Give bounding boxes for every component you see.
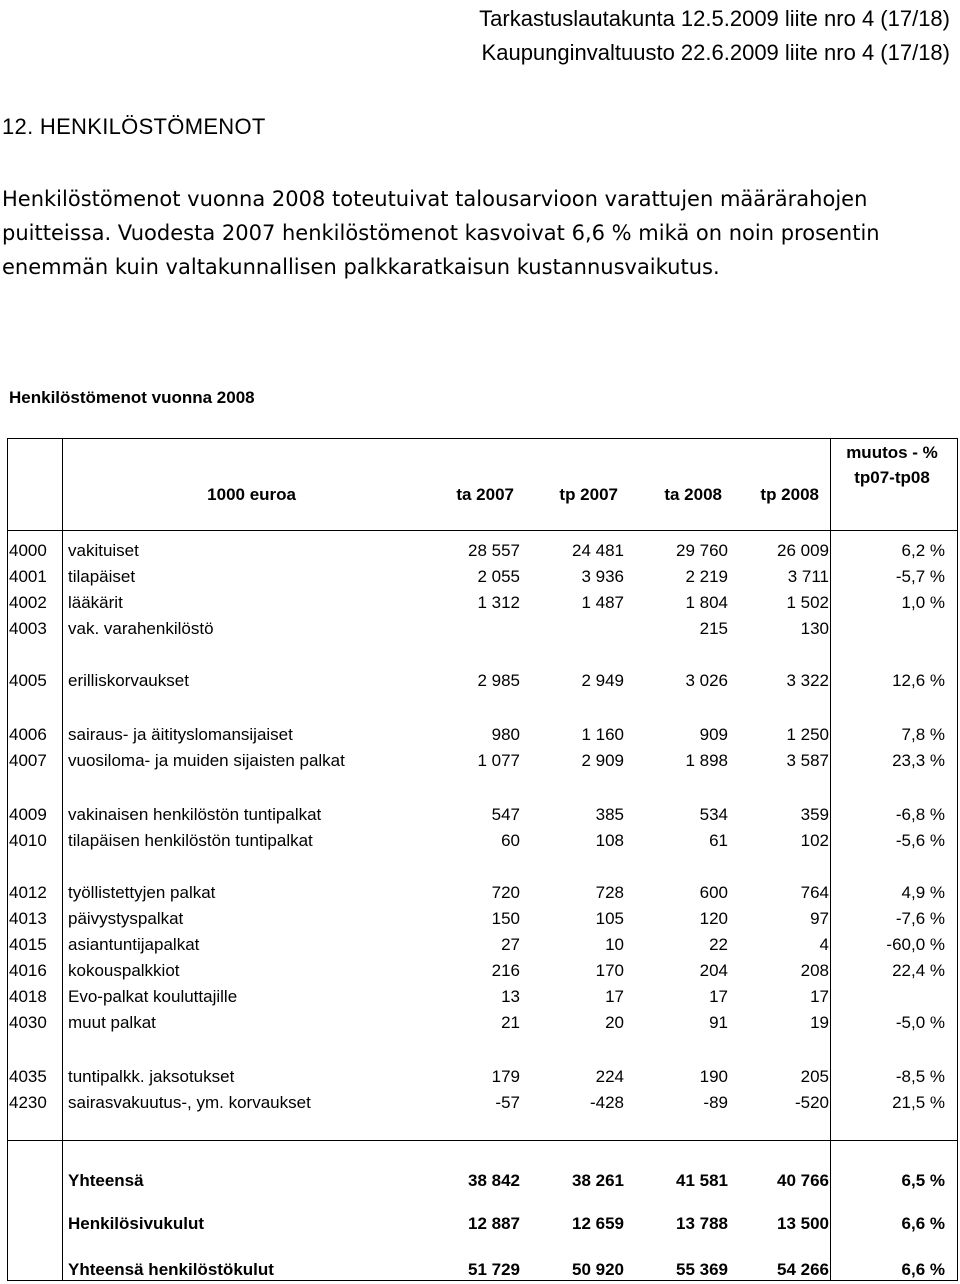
intro-paragraph: Henkilöstömenot vuonna 2008 toteutuivat talousarvioon varattujen määrärahojen puitteissa. Vuodesta 2007 henkilöstömenot kasvoivat 6,6 % mikä on noin prosentin enemmän kuin valtakunnallisen palkkaratkaisun kustannusvaikutus. bbox=[2, 187, 880, 279]
cell-tp2008: 3 322 bbox=[786, 671, 829, 690]
row-code: 4012 bbox=[9, 883, 47, 902]
cell-tp2007: 105 bbox=[595, 909, 624, 928]
row-name: kokouspalkkiot bbox=[68, 961, 180, 980]
row-code: 4013 bbox=[9, 909, 47, 928]
cell-ta2007: 28 557 bbox=[468, 541, 520, 560]
column-header-ta2007: ta 2007 bbox=[456, 485, 514, 504]
cell-tp2007: 385 bbox=[595, 805, 624, 824]
row-code: 4035 bbox=[9, 1067, 47, 1086]
table-row bbox=[0, 668, 960, 694]
cell-change: -5,6 % bbox=[895, 831, 945, 850]
column-header-tp2007: tp 2007 bbox=[559, 485, 618, 504]
cell-ta2008: -89 bbox=[703, 1093, 728, 1112]
cell-tp2008: 1 502 bbox=[786, 593, 829, 612]
table-row bbox=[0, 958, 960, 984]
column-header-tp2008: tp 2008 bbox=[760, 485, 819, 504]
row-name: asiantuntijapalkat bbox=[68, 935, 200, 954]
row-code: 4000 bbox=[9, 541, 47, 560]
cell-ta2007: 12 887 bbox=[468, 1214, 520, 1233]
cell-ta2008: 29 760 bbox=[676, 541, 728, 560]
cell-tp2008: 208 bbox=[800, 961, 829, 980]
cell-ta2008: 3 026 bbox=[685, 671, 728, 690]
row-name: tuntipalkk. jaksotukset bbox=[68, 1067, 235, 1086]
cell-ta2007: 13 bbox=[501, 987, 520, 1006]
cell-ta2007: 21 bbox=[501, 1013, 520, 1032]
table-row bbox=[0, 1090, 960, 1116]
cell-change: 6,6 % bbox=[901, 1214, 945, 1233]
cell-tp2008: 19 bbox=[810, 1013, 829, 1032]
cell-ta2008: 120 bbox=[699, 909, 728, 928]
cell-ta2008: 204 bbox=[699, 961, 728, 980]
cell-tp2008: 1 250 bbox=[786, 725, 829, 744]
cell-ta2007: 51 729 bbox=[468, 1260, 520, 1279]
cell-tp2008: 359 bbox=[800, 805, 829, 824]
row-code: 4007 bbox=[9, 751, 47, 770]
row-code: 4005 bbox=[9, 671, 47, 690]
row-code: 4030 bbox=[9, 1013, 47, 1032]
cell-ta2007: 2 055 bbox=[477, 567, 520, 586]
table-row bbox=[0, 1064, 960, 1090]
cell-tp2008: 40 766 bbox=[777, 1171, 829, 1190]
row-name: vakinaisen henkilöstön tuntipalkat bbox=[68, 805, 322, 824]
cell-tp2007: 2 949 bbox=[581, 671, 624, 690]
cell-change: -8,5 % bbox=[895, 1067, 945, 1086]
row-name: erilliskorvaukset bbox=[68, 671, 189, 690]
table-body-rule bbox=[7, 1140, 958, 1141]
cell-ta2008: 91 bbox=[709, 1013, 728, 1032]
section-title: 12. HENKILÖSTÖMENOT bbox=[2, 114, 266, 139]
cell-tp2008: 13 500 bbox=[777, 1214, 829, 1233]
cell-ta2007: 216 bbox=[491, 961, 520, 980]
table-row bbox=[0, 906, 960, 932]
row-name: Yhteensä bbox=[68, 1171, 144, 1190]
column-header-change: muutos - % tp07-tp08 bbox=[846, 443, 938, 487]
cell-tp2007: 38 261 bbox=[572, 1171, 624, 1190]
cell-ta2007: 150 bbox=[491, 909, 520, 928]
cell-tp2007: 108 bbox=[595, 831, 624, 850]
row-name: vuosiloma- ja muiden sijaisten palkat bbox=[68, 751, 345, 770]
cell-change: 6,6 % bbox=[901, 1260, 945, 1279]
cell-change: 6,2 % bbox=[901, 541, 945, 560]
cell-tp2007: -428 bbox=[589, 1093, 624, 1112]
row-name: Evo-palkat kouluttajille bbox=[68, 987, 238, 1006]
cell-ta2008: 600 bbox=[699, 883, 728, 902]
row-code: 4009 bbox=[9, 805, 47, 824]
table-row bbox=[0, 932, 960, 958]
table-row bbox=[0, 880, 960, 906]
row-code: 4010 bbox=[9, 831, 47, 850]
table-title: Henkilöstömenot vuonna 2008 bbox=[9, 388, 255, 407]
cell-change: -60,0 % bbox=[886, 935, 945, 954]
cell-change: 22,4 % bbox=[892, 961, 945, 980]
cell-ta2007: 38 842 bbox=[468, 1171, 520, 1190]
cell-ta2008: 190 bbox=[699, 1067, 728, 1086]
row-name: muut palkat bbox=[68, 1013, 156, 1032]
cell-tp2007: 728 bbox=[595, 883, 624, 902]
row-name: päivystyspalkat bbox=[68, 909, 184, 928]
cell-ta2008: 61 bbox=[709, 831, 728, 850]
table-header-rule bbox=[7, 530, 958, 531]
table-row bbox=[0, 616, 960, 642]
cell-change: -6,8 % bbox=[895, 805, 945, 824]
cell-change: 21,5 % bbox=[892, 1093, 945, 1112]
row-name: Yhteensä henkilöstökulut bbox=[68, 1260, 274, 1279]
cell-tp2007: 3 936 bbox=[581, 567, 624, 586]
cell-tp2007: 12 659 bbox=[572, 1214, 624, 1233]
cell-ta2008: 215 bbox=[699, 619, 728, 638]
table-row bbox=[0, 722, 960, 748]
cell-change: 4,9 % bbox=[901, 883, 945, 902]
row-name: vak. varahenkilöstö bbox=[68, 619, 214, 638]
table-row bbox=[0, 802, 960, 828]
cell-ta2008: 534 bbox=[699, 805, 728, 824]
row-code: 4018 bbox=[9, 987, 47, 1006]
cell-ta2008: 17 bbox=[709, 987, 728, 1006]
row-name: sairasvakuutus-, ym. korvaukset bbox=[68, 1093, 311, 1112]
document-header-line-2: Kaupunginvaltuusto 22.6.2009 liite nro 4 (17/18) bbox=[481, 40, 950, 65]
cell-tp2007: 1 160 bbox=[581, 725, 624, 744]
row-code: 4002 bbox=[9, 593, 47, 612]
cell-change: -5,7 % bbox=[895, 567, 945, 586]
cell-tp2008: 97 bbox=[810, 909, 829, 928]
row-code: 4003 bbox=[9, 619, 47, 638]
column-header-ta2008: ta 2008 bbox=[664, 485, 722, 504]
total-row bbox=[0, 1257, 960, 1283]
cell-tp2008: 26 009 bbox=[777, 541, 829, 560]
cell-tp2007: 10 bbox=[605, 935, 624, 954]
table-row bbox=[0, 828, 960, 854]
cell-ta2007: 720 bbox=[491, 883, 520, 902]
cell-change: 6,5 % bbox=[901, 1171, 945, 1190]
total-row bbox=[0, 1168, 960, 1194]
cell-ta2007: 179 bbox=[491, 1067, 520, 1086]
cell-tp2008: 102 bbox=[800, 831, 829, 850]
column-header-unit: 1000 euroa bbox=[207, 485, 296, 504]
cell-ta2007: 980 bbox=[491, 725, 520, 744]
cell-ta2007: 1 077 bbox=[477, 751, 520, 770]
cell-ta2008: 13 788 bbox=[676, 1214, 728, 1233]
cell-tp2007: 20 bbox=[605, 1013, 624, 1032]
cell-tp2007: 2 909 bbox=[581, 751, 624, 770]
cell-ta2007: 2 985 bbox=[477, 671, 520, 690]
row-name: lääkärit bbox=[68, 593, 123, 612]
cell-tp2007: 24 481 bbox=[572, 541, 624, 560]
cell-ta2008: 1 804 bbox=[685, 593, 728, 612]
row-code: 4001 bbox=[9, 567, 47, 586]
cell-change: -7,6 % bbox=[895, 909, 945, 928]
row-name: tilapäiset bbox=[68, 567, 136, 586]
cell-tp2008: 54 266 bbox=[777, 1260, 829, 1279]
cell-ta2008: 41 581 bbox=[676, 1171, 728, 1190]
row-code: 4230 bbox=[9, 1093, 47, 1112]
cell-ta2008: 2 219 bbox=[685, 567, 728, 586]
cell-ta2008: 55 369 bbox=[676, 1260, 728, 1279]
cell-change: 7,8 % bbox=[901, 725, 945, 744]
cell-tp2007: 1 487 bbox=[581, 593, 624, 612]
row-name: tilapäisen henkilöstön tuntipalkat bbox=[68, 831, 313, 850]
cell-ta2007: 27 bbox=[501, 935, 520, 954]
row-name: työllistettyjen palkat bbox=[68, 883, 216, 902]
table-row bbox=[0, 538, 960, 564]
cell-change: 1,0 % bbox=[901, 593, 945, 612]
row-name: sairaus- ja äitityslomansijaiset bbox=[68, 725, 293, 744]
row-code: 4016 bbox=[9, 961, 47, 980]
cell-tp2007: 224 bbox=[595, 1067, 624, 1086]
cell-ta2007: -57 bbox=[495, 1093, 520, 1112]
cell-tp2008: 3 587 bbox=[786, 751, 829, 770]
cell-tp2008: 17 bbox=[810, 987, 829, 1006]
cell-ta2007: 547 bbox=[491, 805, 520, 824]
table-row bbox=[0, 984, 960, 1010]
cell-tp2007: 50 920 bbox=[572, 1260, 624, 1279]
row-code: 4015 bbox=[9, 935, 47, 954]
cell-tp2008: 4 bbox=[819, 935, 829, 954]
cell-ta2008: 909 bbox=[699, 725, 728, 744]
row-name: Henkilösivukulut bbox=[68, 1214, 205, 1233]
table-row bbox=[0, 564, 960, 590]
table-row bbox=[0, 1010, 960, 1036]
table-row bbox=[0, 590, 960, 616]
total-row bbox=[0, 1211, 960, 1237]
cell-tp2008: 764 bbox=[800, 883, 829, 902]
cell-change: 23,3 % bbox=[892, 751, 945, 770]
cell-tp2007: 170 bbox=[595, 961, 624, 980]
row-code: 4006 bbox=[9, 725, 47, 744]
cell-change: -5,0 % bbox=[895, 1013, 945, 1032]
cell-tp2008: 130 bbox=[800, 619, 829, 638]
cell-ta2008: 1 898 bbox=[685, 751, 728, 770]
cell-tp2008: 3 711 bbox=[787, 567, 829, 586]
cell-ta2008: 22 bbox=[709, 935, 728, 954]
cell-tp2008: 205 bbox=[800, 1067, 829, 1086]
cell-tp2008: -520 bbox=[794, 1093, 829, 1112]
document-header-line-1: Tarkastuslautakunta 12.5.2009 liite nro 4 (17/18) bbox=[479, 6, 950, 31]
cell-ta2007: 60 bbox=[501, 831, 520, 850]
cell-ta2007: 1 312 bbox=[477, 593, 520, 612]
row-name: vakituiset bbox=[68, 541, 139, 560]
table-row bbox=[0, 748, 960, 774]
cell-tp2007: 17 bbox=[605, 987, 624, 1006]
cell-change: 12,6 % bbox=[892, 671, 945, 690]
